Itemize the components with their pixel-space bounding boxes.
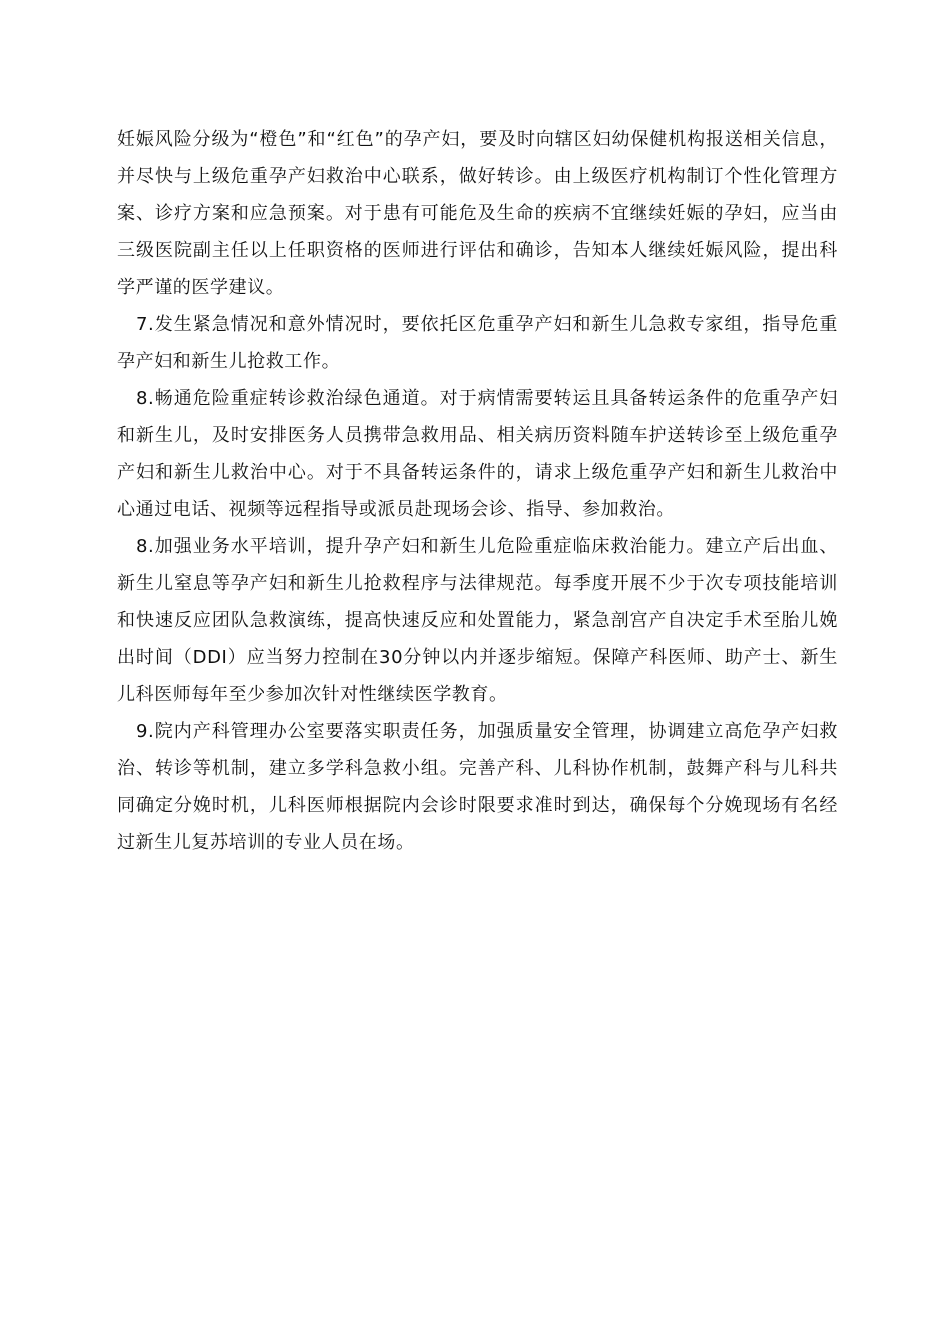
- paragraph-item-8-transfer: 8.畅通危险重症转诊救治绿色通道。对于病情需要转运且具备转运条件的危重孕产妇和新生儿，及时安排医务人员携带急救用品、相关病历资料随车护送转诊至上级危重孕产妇和新生儿救治中心。对于不具备转运条件的，请求上级危重孕产妇和新生儿救治中心通过电话、视频等远程指导或派员赴现场会诊、指导、参加救治。: [117, 388, 838, 520]
- paragraph-item-8-training: 8.加强业务水平培训，提升孕产妇和新生儿危险重症临床救治能力。建立产后出血、新生儿窒息等孕产妇和新生儿抢救程序与法律规范。每季度开展不少于次专项技能培训和快速反应团队急救演练，提高快速反应和处置能力，紧急剖宫产自决定手术至胎儿娩出时间（DDI）应当努力控制在30分钟以内并逐步缩短。保障产科医师、助产士、新生儿科医师每年至少参加次针对性继续医学教育。: [117, 536, 838, 705]
- document-body: [117, 121, 838, 861]
- paragraph-risk-grading: 妊娠风险分级为“橙色”和“红色”的孕产妇，要及时向辖区妇幼保健机构报送相关信息，并尽快与上级危重孕产妇救治中心联系，做好转诊。由上级医疗机构制订个性化管理方案、诊疗方案和应急预案。对于患有可能危及生命的疾病不宜继续妊娠的孕妇，应当由三级医院副主任以上任职资格的医师进行评估和确诊，告知本人继续妊娠风险，提出科学严谨的医学建议。: [117, 129, 838, 298]
- paragraph-item-9: 9.院内产科管理办公室要落实职责任务，加强质量安全管理，协调建立高危孕产妇救治、转诊等机制，建立多学科急救小组。完善产科、儿科协作机制，鼓舞产科与儿科共同确定分娩时机，儿科医师根据院内会诊时限要求准时到达，确保每个分娩现场有名经过新生儿复苏培训的专业人员在场。: [117, 721, 838, 853]
- paragraph-item-7: 7.发生紧急情况和意外情况时，要依托区危重孕产妇和新生儿急救专家组，指导危重孕产妇和新生儿抢救工作。: [117, 314, 838, 372]
